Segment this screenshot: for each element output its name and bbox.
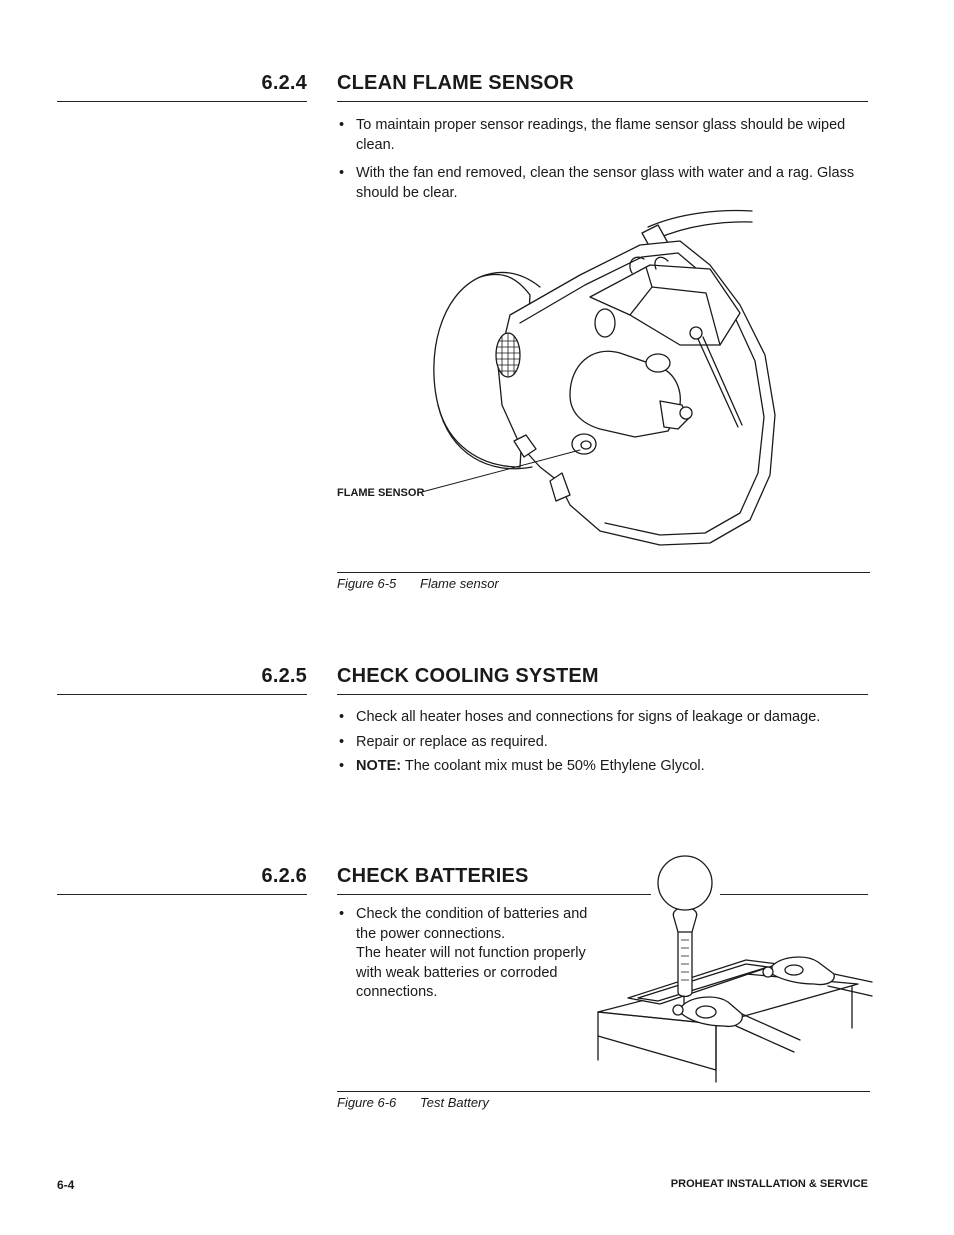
battery-test-illustration	[596, 856, 872, 1088]
page-number: 6-4	[57, 1178, 75, 1192]
figure-caption	[337, 576, 499, 591]
bullet-text-continued: The heater will not function properly with weak batteries or corroded connections.	[356, 945, 586, 1000]
bullet-item	[337, 905, 605, 1003]
document-title: PROHEAT INSTALLATION & SERVICE	[670, 1178, 868, 1190]
section-number: 6.2.5	[261, 665, 307, 687]
bullet-list	[337, 116, 857, 203]
bullet-list	[337, 708, 867, 777]
section-number: 6.2.6	[261, 865, 307, 887]
heading-rule-left	[57, 101, 307, 102]
figure-caption	[337, 1095, 489, 1110]
figure-number: Figure 6-5	[337, 576, 397, 591]
flame-sensor-callout: FLAME SENSOR	[337, 487, 425, 499]
figure-title: Flame sensor	[420, 576, 499, 591]
heading-rule-left	[57, 694, 307, 695]
note-text: The coolant mix must be 50% Ethylene Glycol.	[401, 758, 705, 774]
heading-rule-right	[337, 694, 868, 695]
figure-number: Figure 6-6	[337, 1095, 397, 1110]
bullet-item: • Repair or replace as required.	[337, 733, 867, 753]
figure-title: Test Battery	[420, 1095, 489, 1110]
figure-rule	[337, 1091, 870, 1092]
section-title: CHECK BATTERIES	[337, 865, 529, 887]
bullet-item: • To maintain proper sensor readings, the flame sensor glass should be wiped clean.	[337, 116, 857, 155]
note-item	[337, 757, 867, 777]
heading-rule-left	[57, 894, 307, 895]
bullet-item: • With the fan end removed, clean the sensor glass with water and a rag. Glass should be clear.	[337, 164, 857, 203]
section-title: CHECK COOLING SYSTEM	[337, 665, 599, 687]
note-label: NOTE:	[356, 758, 402, 774]
heading-rule-right	[337, 101, 868, 102]
flame-sensor-illustration	[420, 205, 790, 550]
figure-rule	[337, 572, 870, 573]
bullet-list	[337, 905, 605, 1003]
section-title: CLEAN FLAME SENSOR	[337, 72, 574, 94]
section-number: 6.2.4	[261, 72, 307, 94]
bullet-item: • Check all heater hoses and connections for signs of leakage or damage.	[337, 708, 867, 728]
bullet-text: • Check the condition of batteries and the power connections.	[356, 906, 588, 942]
